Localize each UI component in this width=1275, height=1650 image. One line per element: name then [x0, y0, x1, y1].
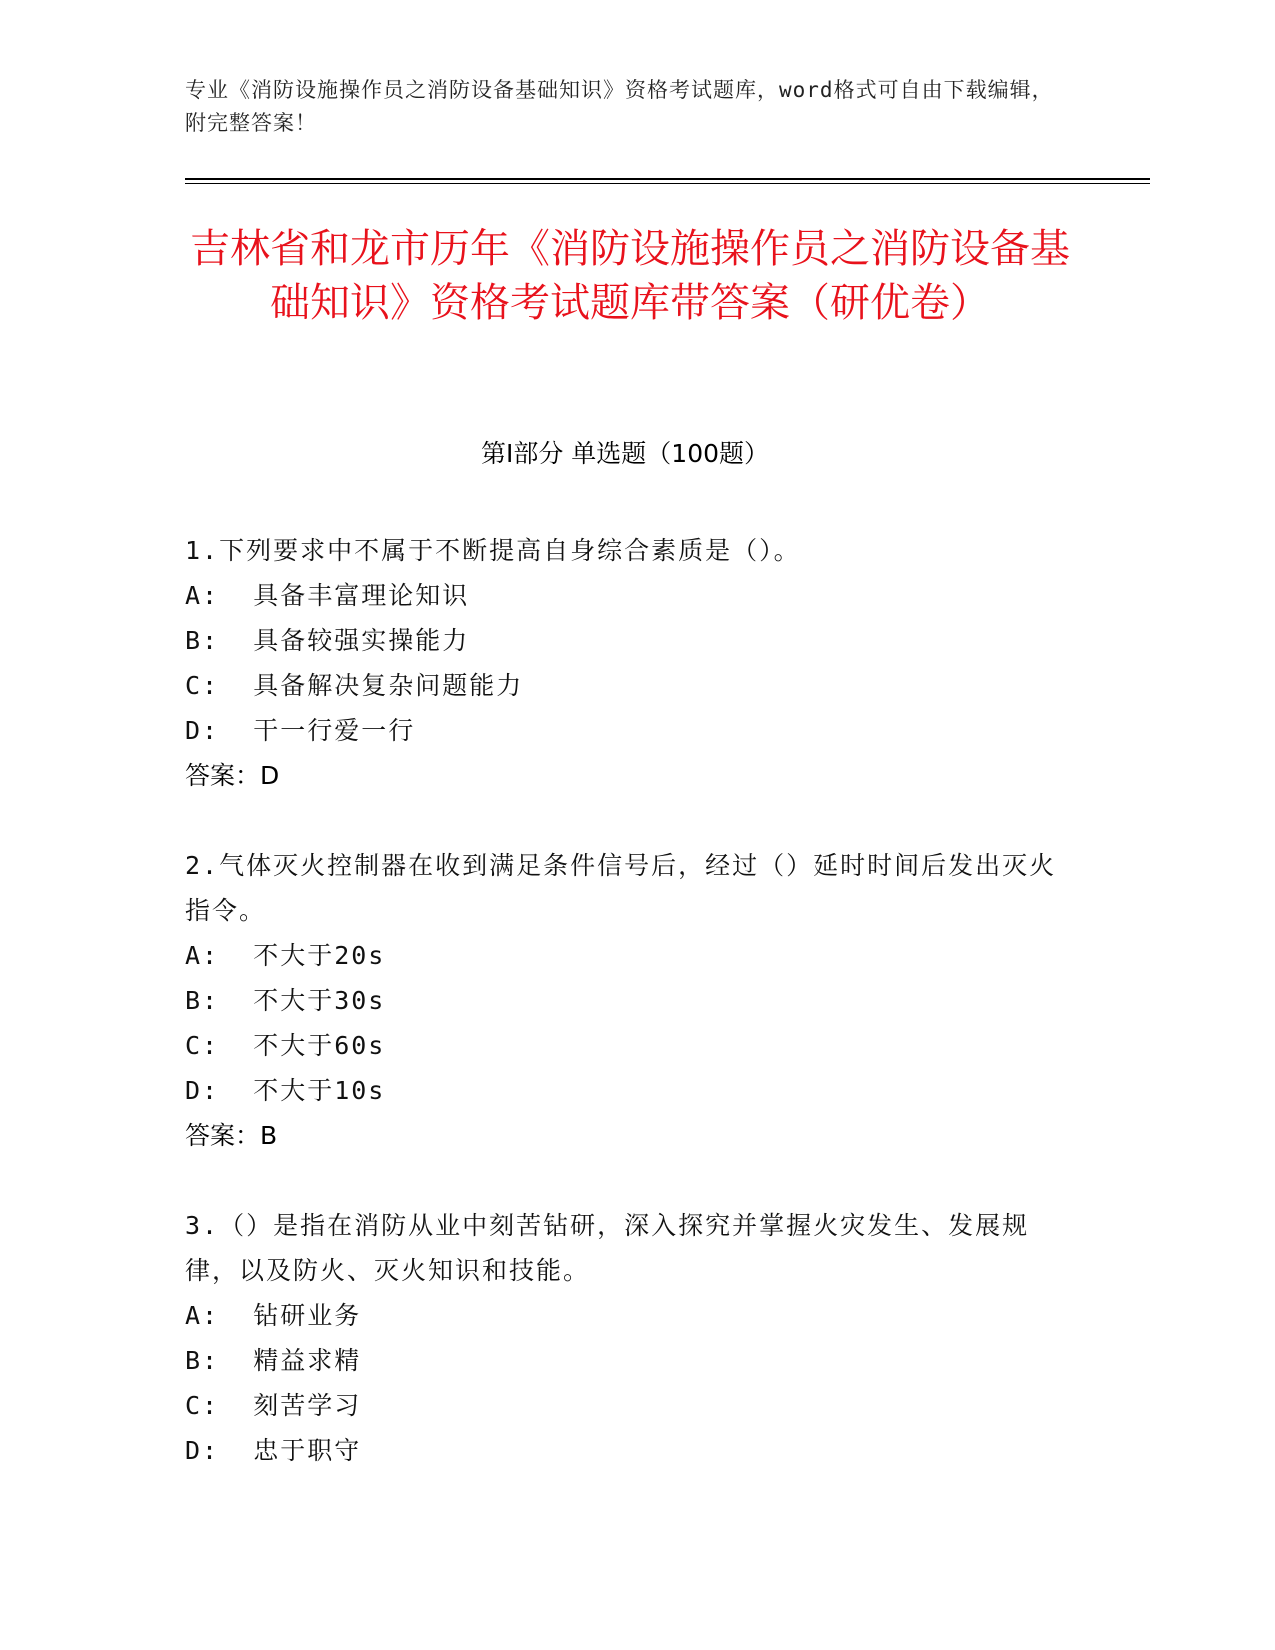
option-c: C: 不大于60s	[185, 1031, 386, 1060]
option-a: A: 不大于20s	[185, 941, 386, 970]
document-title: 吉林省和龙市历年《消防设施操作员之消防设备基础知识》资格考试题库带答案（研优卷）	[190, 226, 1070, 326]
question-stem: 1.下列要求中不属于不断提高自身综合素质是（）。	[185, 536, 801, 565]
option-d: D: 不大于10s	[185, 1076, 386, 1105]
option-c: C: 具备解决复杂问题能力	[185, 671, 524, 700]
header-divider-thin	[185, 183, 1150, 184]
option-c: C: 刻苦学习	[185, 1391, 362, 1420]
question-2	[185, 843, 1065, 1158]
header-divider-thick	[185, 178, 1150, 180]
question-stem: 3.（）是指在消防从业中刻苦钻研，深入探究并掌握火灾发生、发展规律，以及防火、灭火知识和技能。	[185, 1211, 1030, 1285]
question-stem: 2.气体灭火控制器在收到满足条件信号后，经过（）延时时间后发出灭火指令。	[185, 851, 1057, 925]
option-b: B: 不大于30s	[185, 986, 386, 1015]
option-b: B: 具备较强实操能力	[185, 626, 470, 655]
option-a: A: 具备丰富理论知识	[185, 581, 470, 610]
option-d: D: 忠于职守	[185, 1436, 362, 1465]
answer-line: 答案：B	[185, 1121, 278, 1150]
question-1	[185, 528, 1065, 798]
header-note: 专业《消防设施操作员之消防设备基础知识》资格考试题库，word格式可自由下载编辑，附完整答案！	[185, 78, 1054, 135]
question-3	[185, 1203, 1065, 1473]
option-d: D: 干一行爱一行	[185, 716, 416, 745]
question-list	[185, 528, 1065, 1518]
option-a: A: 钻研业务	[185, 1301, 362, 1330]
option-b: B: 精益求精	[185, 1346, 362, 1375]
answer-line: 答案：D	[185, 761, 280, 790]
section-heading: 第Ⅰ部分 单选题（100题）	[480, 439, 770, 468]
